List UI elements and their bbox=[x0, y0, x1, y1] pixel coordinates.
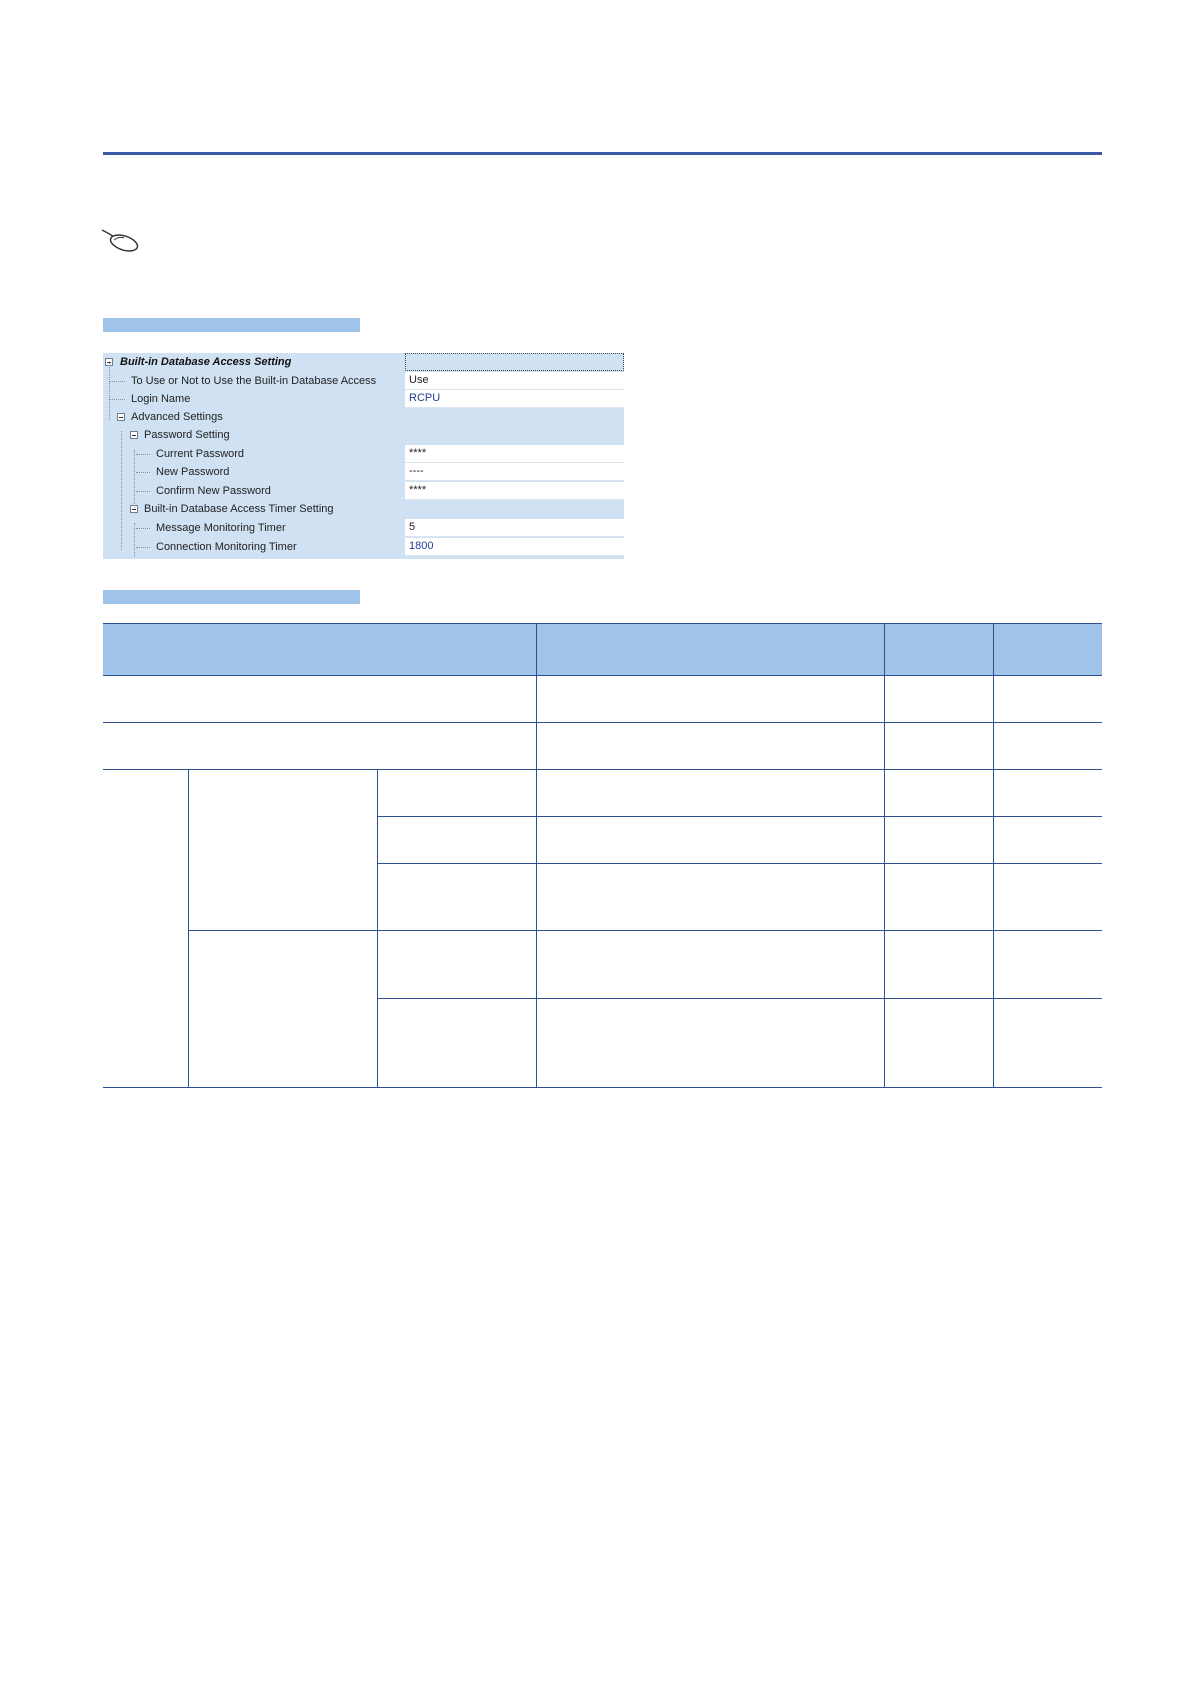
tree-row[interactable] bbox=[103, 463, 624, 481]
tree-row[interactable] bbox=[103, 519, 624, 537]
table-header bbox=[103, 623, 1102, 676]
section-heading-bar-window bbox=[103, 318, 360, 332]
tree-value bbox=[405, 426, 624, 444]
tree-label: New Password bbox=[156, 466, 230, 478]
tree-value bbox=[405, 408, 624, 426]
tree-row[interactable] bbox=[103, 353, 624, 371]
tree-value[interactable]: RCPU bbox=[405, 390, 624, 408]
tree-row[interactable] bbox=[103, 500, 624, 518]
tree-connector-line bbox=[134, 523, 135, 557]
tree-label: Built-in Database Access Timer Setting bbox=[144, 503, 334, 515]
tree-row[interactable] bbox=[103, 538, 624, 556]
table-row bbox=[103, 998, 1102, 1087]
tree-row[interactable] bbox=[103, 482, 624, 500]
tree-connector-line bbox=[109, 363, 110, 420]
tree-value bbox=[405, 353, 624, 371]
section-heading-bar-items bbox=[103, 590, 360, 604]
tree-value[interactable]: 1800 bbox=[405, 538, 624, 556]
tree-value bbox=[405, 500, 624, 518]
tree-label: Advanced Settings bbox=[131, 411, 223, 423]
table-row bbox=[103, 816, 1102, 863]
collapse-icon[interactable] bbox=[130, 431, 138, 439]
tree-connector-line bbox=[136, 472, 150, 473]
tree-value[interactable]: ---- bbox=[405, 463, 624, 481]
tree-label: Connection Monitoring Timer bbox=[156, 541, 297, 553]
tree-label: Current Password bbox=[156, 448, 245, 460]
table-row bbox=[103, 769, 1102, 816]
tree-connector-line bbox=[136, 547, 150, 548]
tree-connector-line bbox=[136, 528, 150, 529]
settings-table bbox=[103, 623, 1102, 1089]
tree-row[interactable] bbox=[103, 372, 624, 390]
tree-connector-line bbox=[110, 381, 125, 382]
tree-row[interactable] bbox=[103, 445, 624, 463]
tree-value[interactable]: **** bbox=[405, 482, 624, 500]
tree-row[interactable] bbox=[103, 426, 624, 444]
tree-label: Password Setting bbox=[144, 429, 230, 441]
tree-label: To Use or Not to Use the Built-in Database Access bbox=[131, 375, 377, 387]
tree-label: Login Name bbox=[131, 393, 191, 405]
tree-value[interactable]: 5 bbox=[405, 519, 624, 537]
table-row bbox=[103, 863, 1102, 930]
tree-connector-line bbox=[136, 454, 150, 455]
tree-value[interactable]: Use bbox=[405, 372, 624, 390]
tree-label: Confirm New Password bbox=[156, 485, 271, 497]
collapse-icon[interactable] bbox=[117, 413, 125, 421]
tree-label: Message Monitoring Timer bbox=[156, 522, 286, 534]
table-rule bbox=[103, 1087, 1102, 1088]
tree-connector-line bbox=[136, 491, 150, 492]
table-row bbox=[103, 930, 1102, 998]
tree-label: Built-in Database Access Setting bbox=[120, 356, 292, 368]
tree-row[interactable] bbox=[103, 408, 624, 426]
tree-connector-line bbox=[110, 399, 125, 400]
mouse-icon bbox=[100, 228, 142, 259]
tree-value[interactable]: **** bbox=[405, 445, 624, 463]
table-row bbox=[103, 722, 1102, 769]
tree-connector-line bbox=[121, 431, 122, 550]
table-row bbox=[103, 675, 1102, 722]
tree-connector-line bbox=[134, 450, 135, 508]
settings-tree bbox=[103, 353, 624, 559]
tree-row[interactable] bbox=[103, 390, 624, 408]
top-rule bbox=[103, 152, 1102, 155]
